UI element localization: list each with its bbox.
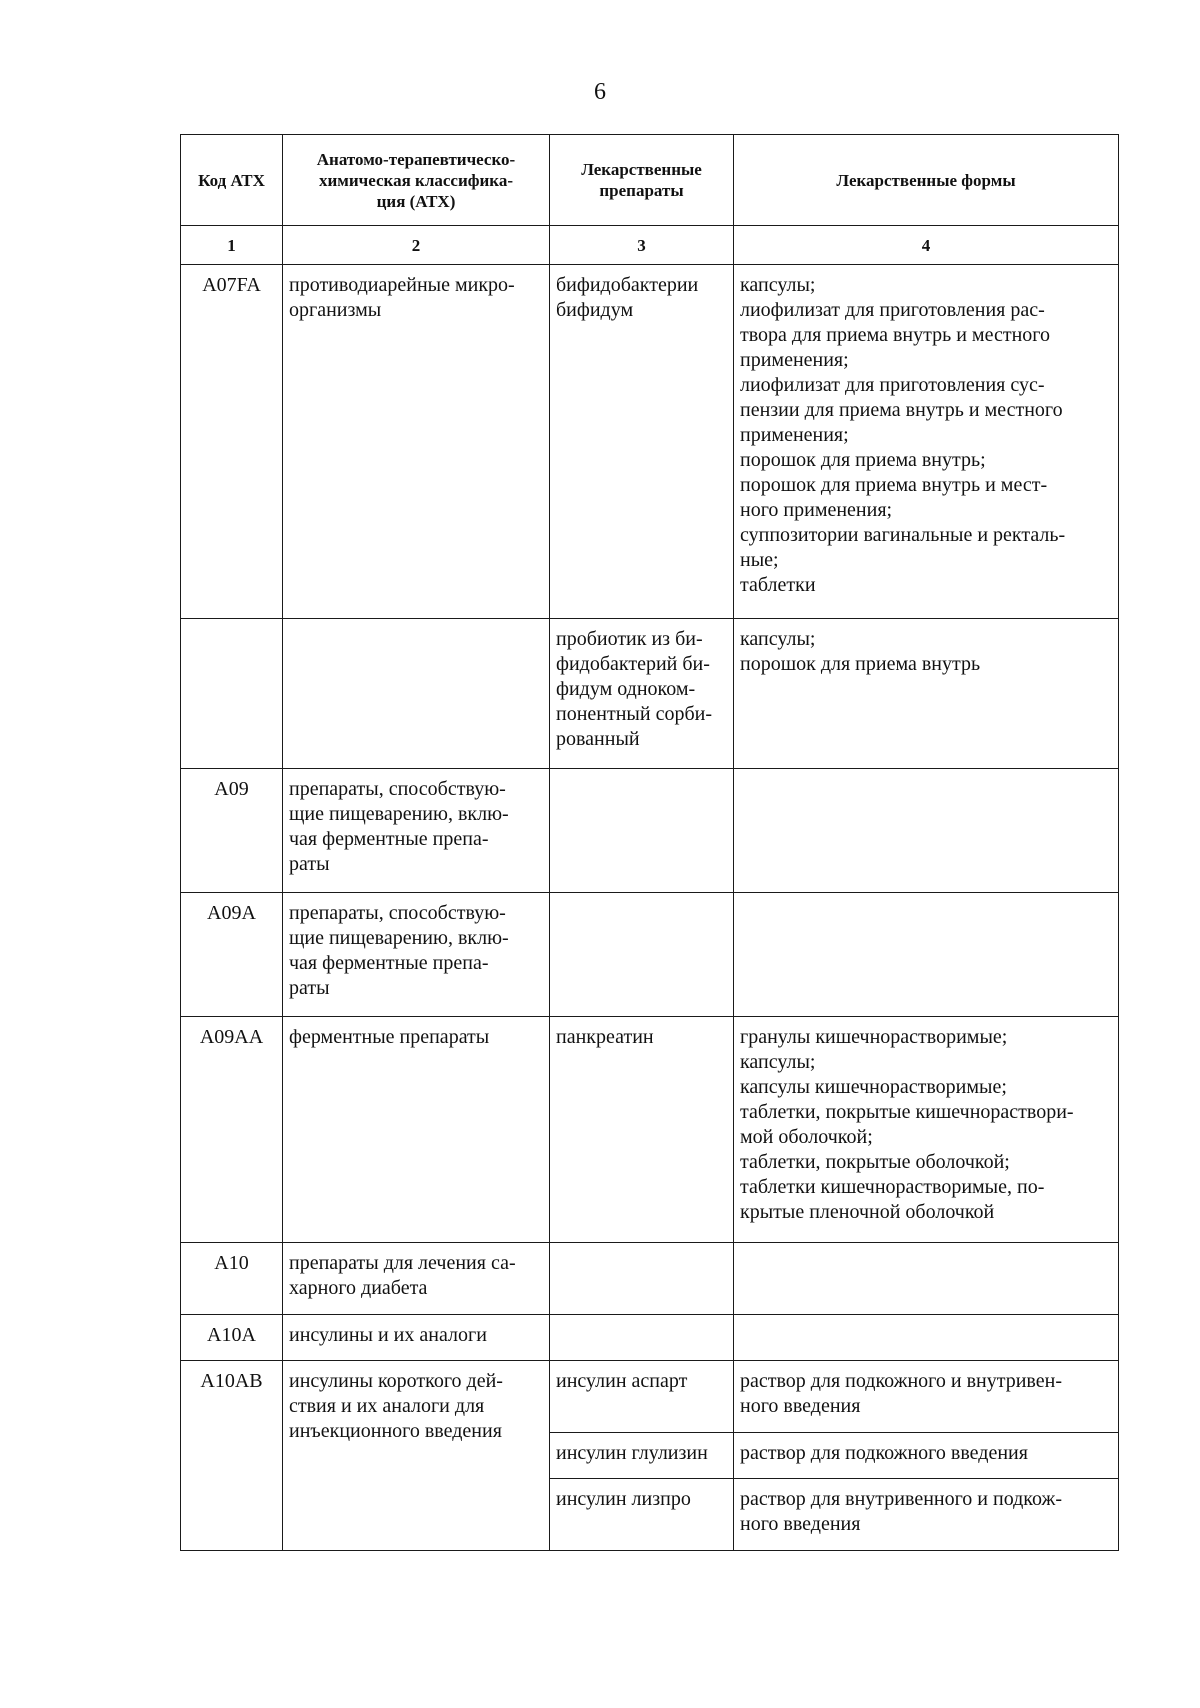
dosage-forms-cell: раствор для подкожного введения (734, 1433, 1119, 1479)
table-row (181, 893, 1119, 1017)
drug-cell (550, 1315, 734, 1361)
dosage-forms-cell: капсулы; порошок для приема внутрь (734, 619, 1119, 769)
table-header-row (181, 135, 1119, 226)
classification-cell: инсулины короткого дей- ствия и их аналоги для инъекционного введения (283, 1361, 550, 1551)
classification-cell: противодиарейные микро- организмы (283, 265, 550, 619)
dosage-forms-cell: раствор для внутривенного и подкож- ного введения (734, 1479, 1119, 1551)
column-number: 3 (550, 226, 734, 265)
table-row (181, 1243, 1119, 1315)
dosage-forms-cell (734, 893, 1119, 1017)
header-atc-classification: Анатомо-терапевтическо- химическая классифика- ция (АТХ) (283, 135, 550, 226)
dosage-forms-cell: гранулы кишечнорастворимые; капсулы; капсулы кишечнорастворимые; таблетки, покрытые кишечнораствори- мой оболочкой; таблетки, покрытые оболочкой; таблетки кишечнорастворимые, по- крытые пленочной оболочкой (734, 1017, 1119, 1243)
atc-code-cell: A09AA (181, 1017, 283, 1243)
header-dosage-forms: Лекарственные формы (734, 135, 1119, 226)
classification-cell: препараты, способствую- щие пищеварению, вклю- чая ферментные препа- раты (283, 769, 550, 893)
dosage-forms-cell (734, 1243, 1119, 1315)
table-row (181, 619, 1119, 769)
dosage-forms-cell (734, 769, 1119, 893)
drug-cell: инсулин аспарт (550, 1361, 734, 1433)
column-number: 4 (734, 226, 1119, 265)
header-atc-code: Код АТХ (181, 135, 283, 226)
atc-code-cell (181, 619, 283, 769)
classification-cell: препараты для лечения са- харного диабета (283, 1243, 550, 1315)
column-numbers-row (181, 226, 1119, 265)
drug-cell: бифидобактерии бифидум (550, 265, 734, 619)
classification-cell (283, 619, 550, 769)
column-number: 2 (283, 226, 550, 265)
header-drugs: Лекарственные препараты (550, 135, 734, 226)
dosage-forms-cell: раствор для подкожного и внутривен- ного введения (734, 1361, 1119, 1433)
atc-code-cell: A07FA (181, 265, 283, 619)
drug-cell (550, 893, 734, 1017)
atc-code-cell: A10 (181, 1243, 283, 1315)
atc-code-cell: A10AB (181, 1361, 283, 1551)
atc-table (180, 134, 1119, 1551)
atc-code-cell: A09A (181, 893, 283, 1017)
drug-cell: панкреатин (550, 1017, 734, 1243)
table-row (181, 265, 1119, 619)
dosage-forms-cell (734, 1315, 1119, 1361)
drug-cell (550, 1243, 734, 1315)
table-row (181, 1361, 1119, 1433)
atc-code-cell: A10A (181, 1315, 283, 1361)
table-row (181, 769, 1119, 893)
drug-cell: инсулин лизпро (550, 1479, 734, 1551)
drug-cell: инсулин глулизин (550, 1433, 734, 1479)
page-number: 6 (594, 79, 606, 105)
table-row (181, 1017, 1119, 1243)
classification-cell: ферментные препараты (283, 1017, 550, 1243)
drug-cell: пробиотик из би- фидобактерий би- фидум одноком- понентный сорби- рованный (550, 619, 734, 769)
classification-cell: препараты, способствую- щие пищеварению, вклю- чая ферментные препа- раты (283, 893, 550, 1017)
drug-cell (550, 769, 734, 893)
atc-code-cell: A09 (181, 769, 283, 893)
classification-cell: инсулины и их аналоги (283, 1315, 550, 1361)
column-number: 1 (181, 226, 283, 265)
table-row (181, 1315, 1119, 1361)
dosage-forms-cell: капсулы; лиофилизат для приготовления рас- твора для приема внутрь и местного применения; лиофилизат для приготовления сус- пензии для приема внутрь и местного применения; порошок для приема внутрь; порошок для приема внутрь и мест- ного применения; суппозитории вагинальные и ректаль- ные; таблетки (734, 265, 1119, 619)
